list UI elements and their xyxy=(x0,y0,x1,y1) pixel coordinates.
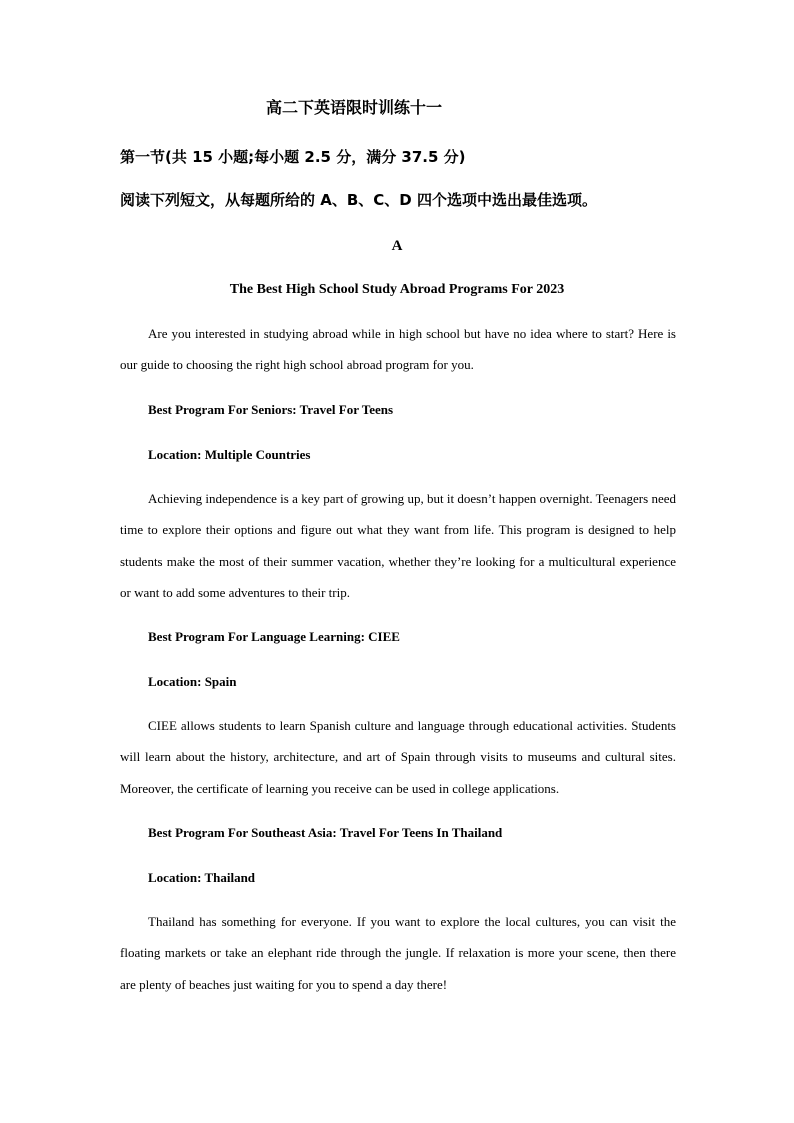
program-location-language: Location: Spain xyxy=(148,674,237,689)
program-heading-language: Best Program For Language Learning: CIEE xyxy=(148,629,400,644)
section-info: 第一节(共 15 小题;每小题 2.5 分，满分 37.5 分) xyxy=(120,148,466,166)
program-description-southeast-asia: Thailand has something for everyone. If you want to explore the local cultures, you can visit the floating markets or take an elephant ride through the jungle. If relaxation is more your scene, then there are plenty of beaches just waiting for you to spend a day there! xyxy=(120,914,676,992)
document-title: 高二下英语限时训练十一 xyxy=(266,98,443,117)
instructions: 阅读下列短文，从每题所给的 A、B、C、D 四个选项中选出最佳选项。 xyxy=(120,191,597,209)
passage-label: A xyxy=(391,238,403,254)
program-location-southeast-asia: Location: Thailand xyxy=(148,870,256,885)
program-description-seniors: Achieving independence is a key part of growing up, but it doesn’t happen overnight. Teenagers need time to explore their options and figure out what they want from life. This program is designed to help students make the most of their summer vacation, whether they’re looking for a multicultural experience or want to add some adventures to their trip. xyxy=(120,491,676,600)
passage-title: The Best High School Study Abroad Programs For 2023 xyxy=(229,282,565,297)
program-location-seniors: Location: Multiple Countries xyxy=(148,447,311,462)
passage-intro: Are you interested in studying abroad while in high school but have no idea where to start? Here is our guide to choosing the right high school abroad program for you. xyxy=(120,326,676,373)
program-description-language: CIEE allows students to learn Spanish culture and language through educational activities. Students will learn about the history, architecture, and art of Spain through visits to museums and cultural sites. Moreover, the certificate of learning you receive can be used in college applications. xyxy=(120,718,676,796)
program-heading-southeast-asia: Best Program For Southeast Asia: Travel For Teens In Thailand xyxy=(148,825,503,840)
program-heading-seniors: Best Program For Seniors: Travel For Teens xyxy=(148,402,394,417)
